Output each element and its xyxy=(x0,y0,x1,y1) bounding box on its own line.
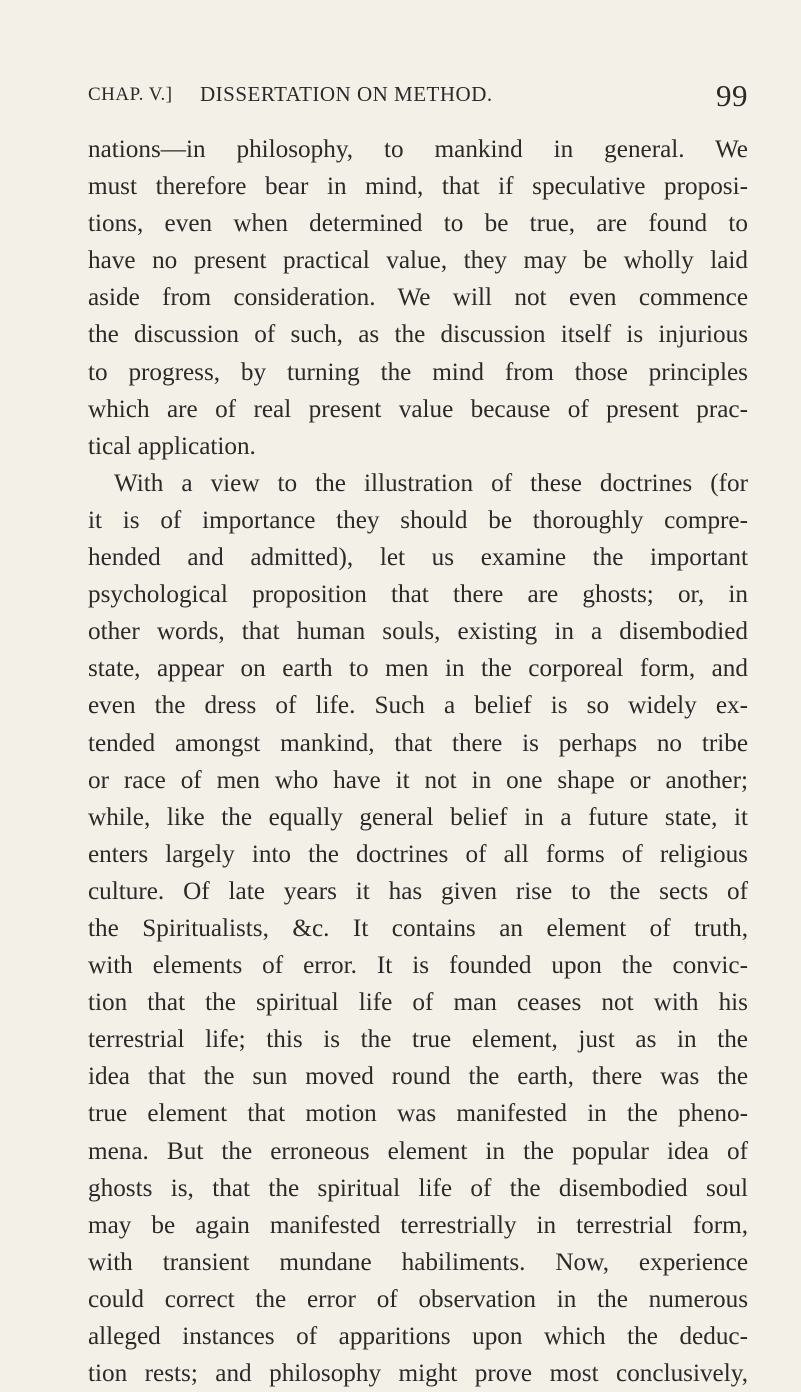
text-line: must therefore bear in mind, that if speculative proposi- xyxy=(88,173,748,201)
paragraph-2 xyxy=(88,465,748,1392)
text-line: aside from consideration. We will not even commence xyxy=(88,284,748,312)
text-line: ghosts is, that the spiritual life of the disembodied soul xyxy=(88,1174,748,1202)
text-line: with transient mundane habiliments. Now, experience xyxy=(88,1248,748,1276)
text-line: the discussion of such, as the discussion itself is injurious xyxy=(88,321,748,349)
text-line: mena. But the erroneous element in the popular idea of xyxy=(88,1137,748,1165)
text-line: which are of real present value because of present prac- xyxy=(88,395,748,423)
text-line: other words, that human souls, existing in a disembodied xyxy=(88,618,748,646)
text-line: With a view to the illustration of these doctrines (for xyxy=(114,469,748,497)
text-line: tended amongst mankind, that there is perhaps no tribe xyxy=(88,729,748,757)
text-line: hended and admitted), let us examine the important xyxy=(88,544,748,572)
text-line: may be again manifested terrestrially in terrestrial form, xyxy=(88,1211,748,1239)
text-line: to progress, by turning the mind from those principles xyxy=(88,358,748,386)
text-line: or race of men who have it not in one shape or another; xyxy=(88,766,748,794)
body-text xyxy=(88,131,748,1392)
text-line: true element that motion was manifested in the pheno- xyxy=(88,1100,748,1128)
text-line: nations—in philosophy, to mankind in general. We xyxy=(88,136,748,163)
text-line: could correct the error of observation in the numerous xyxy=(88,1285,748,1313)
running-title: DISSERTATION ON METHOD. xyxy=(200,82,493,106)
text-line: tion rests; and philosophy might prove most conclusively, xyxy=(88,1360,748,1388)
text-line: tical application. xyxy=(88,432,256,460)
text-line: even the dress of life. Such a belief is so widely ex- xyxy=(88,692,748,720)
text-line: the Spiritualists, &c. It contains an element of truth, xyxy=(88,914,748,942)
text-line: alleged instances of apparitions upon which the deduc- xyxy=(88,1323,748,1350)
page-number: 99 xyxy=(716,78,748,113)
text-line: with elements of error. It is founded upon the convic- xyxy=(88,952,748,980)
text-line: culture. Of late years it has given rise to the sects of xyxy=(88,877,748,905)
chapter-label: CHAP. V.] xyxy=(88,84,173,105)
text-line: psychological proposition that there are ghosts; or, in xyxy=(88,581,748,609)
text-line: while, like the equally general belief in a future state, it xyxy=(88,803,748,831)
text-line: terrestrial life; this is the true element, just as in the xyxy=(88,1026,748,1054)
text-line: enters largely into the doctrines of all forms of religious xyxy=(88,840,748,868)
paragraph-1 xyxy=(88,131,748,465)
text-line: it is of importance they should be thoroughly compre- xyxy=(88,506,748,534)
text-line: state, appear on earth to men in the corporeal form, and xyxy=(88,655,748,683)
text-line: tion that the spiritual life of man ceases not with his xyxy=(88,989,748,1017)
text-line: have no present practical value, they may be wholly laid xyxy=(88,247,748,275)
text-line: tions, even when determined to be true, are found to xyxy=(88,210,748,238)
text-line: idea that the sun moved round the earth, there was the xyxy=(88,1063,748,1091)
running-head xyxy=(88,78,748,114)
